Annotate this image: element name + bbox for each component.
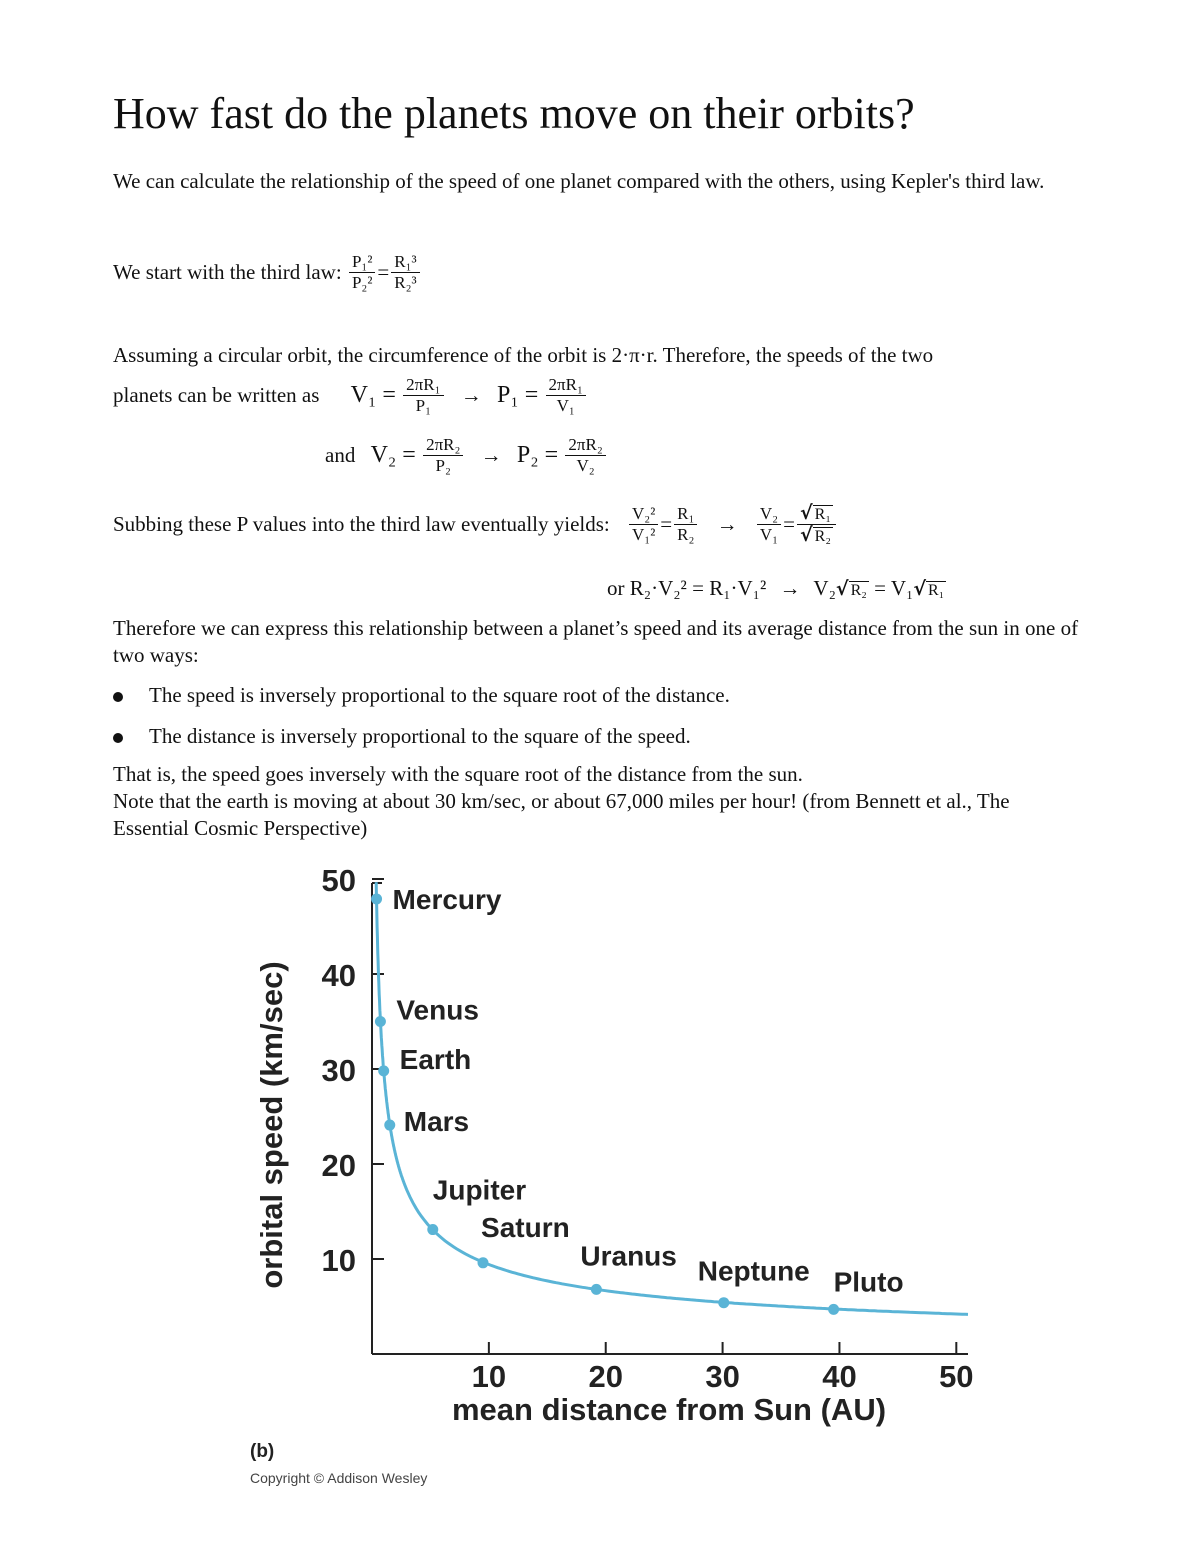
orbital-speed-chart — [240, 855, 980, 1495]
third-law-line — [113, 252, 422, 293]
p2-lhs: P₂ = — [516, 442, 559, 468]
sqrt-icon: √ — [799, 502, 813, 524]
fraction-numerator: 2πR₂ — [565, 435, 605, 456]
sqrt-denominator — [797, 525, 836, 546]
sqrt-radius-fraction — [797, 503, 836, 546]
y-axis-label: orbital speed (km/sec) — [254, 961, 289, 1289]
or-equation-line — [607, 576, 946, 601]
note-paragraph: Note that the earth is moving at about 30 km/sec, or about 67,000 miles per hour! (from Bennett et al., The Essential Cosmic Perspective) — [113, 789, 1010, 840]
or-equation-text: or R₂·V₂² = R₁·V₁² — [607, 576, 767, 600]
v2-equation-line — [325, 435, 608, 476]
fraction-denominator: V₁ — [556, 396, 575, 415]
radicand: R₁ — [814, 506, 831, 523]
radicand-r2: R₂ — [850, 582, 867, 599]
v1-lhs: V₁ = — [350, 382, 396, 408]
x-tick-label: 40 — [822, 1359, 857, 1394]
v2-symbol: V₂ — [813, 576, 836, 600]
planets-written-label: planets can be written as — [113, 383, 320, 407]
arrow-symbol: → — [779, 576, 801, 600]
fraction-numerator: 2πR₂ — [423, 435, 463, 456]
fraction-numerator: R₁³ — [391, 252, 419, 273]
planet-point-mercury — [371, 893, 382, 904]
v1-equation-line — [113, 375, 588, 416]
planet-label-jupiter: Jupiter — [432, 1174, 527, 1206]
and-label: and — [325, 443, 356, 467]
sqrt-icon: √ — [799, 524, 813, 546]
radicand: R₂ — [814, 528, 831, 545]
p1-lhs: P₁ = — [497, 382, 539, 408]
planet-point-pluto — [828, 1304, 839, 1315]
panel-label: (b) — [250, 1441, 275, 1462]
planet-label-mercury: Mercury — [392, 883, 502, 915]
third-law-label: We start with the third law: — [113, 260, 342, 284]
radicand-r1: R₁ — [928, 582, 945, 599]
arrow-symbol: → — [480, 443, 502, 467]
fraction-denominator: P₁ — [415, 396, 432, 415]
arrow-symbol: → — [716, 512, 738, 536]
planet-label-uranus: Uranus — [580, 1240, 677, 1272]
fraction-denominator: P₂ — [435, 456, 451, 475]
third-law-right-fraction — [391, 252, 419, 293]
v1-fraction — [403, 375, 443, 416]
bullet-icon — [113, 733, 123, 743]
planet-label-mars: Mars — [403, 1106, 470, 1138]
p2-fraction — [565, 435, 605, 476]
planet-label-pluto: Pluto — [833, 1266, 904, 1298]
fraction-denominator: V₂ — [576, 456, 595, 475]
chart-points — [371, 884, 904, 1315]
x-tick-label: 30 — [705, 1359, 740, 1394]
fraction-numerator: P₁² — [349, 252, 375, 273]
planet-label-saturn: Saturn — [481, 1211, 570, 1243]
fraction-numerator: V₂² — [629, 504, 658, 525]
x-axis-label: mean distance from Sun (AU) — [451, 1392, 887, 1427]
third-law-left-fraction — [349, 252, 375, 293]
bullet-icon — [113, 692, 123, 702]
fraction-numerator: 2πR₁ — [546, 375, 586, 396]
x-tick-label: 50 — [939, 1359, 974, 1394]
y-tick-label: 40 — [321, 958, 356, 993]
x-tick-label: 10 — [471, 1359, 507, 1394]
planet-label-earth: Earth — [399, 1043, 472, 1075]
y-tick-label: 20 — [321, 1148, 356, 1183]
arrow-symbol: → — [460, 383, 482, 407]
bullet-text: The speed is inversely proportional to the square root of the distance. — [149, 683, 730, 707]
planet-point-uranus — [591, 1284, 602, 1295]
bullet-text: The distance is inversely proportional to the square of the speed. — [149, 724, 691, 748]
x-tick-label: 20 — [588, 1359, 623, 1394]
v2-lhs: V₂ = — [370, 442, 416, 468]
y-tick-label: 50 — [321, 863, 356, 898]
planet-point-saturn — [478, 1257, 489, 1268]
v2-fraction — [423, 435, 463, 476]
fraction-denominator: P₂² — [351, 273, 373, 292]
fraction-numerator: 2πR₁ — [403, 375, 443, 396]
fraction-denominator: V₁² — [631, 525, 656, 544]
speed-squared-fraction — [629, 504, 658, 545]
subbing-line — [113, 503, 838, 546]
planet-label-venus: Venus — [396, 994, 479, 1026]
planet-point-mars — [384, 1120, 395, 1131]
equals-sign: = — [660, 512, 673, 536]
p1-fraction — [546, 375, 586, 416]
fraction-numerator: R₁ — [674, 504, 697, 525]
fraction-denominator: R₂³ — [394, 273, 417, 292]
sqrt-icon: √ — [835, 578, 849, 600]
equals-sign: = — [377, 260, 390, 284]
planet-point-jupiter — [427, 1224, 438, 1235]
fraction-numerator: V₂ — [757, 504, 781, 525]
therefore-paragraph: Therefore we can express this relationship between a planet’s speed and its average distance from the sun in one of two ways: — [113, 616, 1079, 667]
intro-paragraph: We can calculate the relationship of the speed of one planet compared with the others, using Kepler's third law. — [113, 169, 1045, 193]
fraction-denominator: R₂ — [677, 525, 695, 544]
page-title: How fast do the planets move on their orbits? — [113, 89, 915, 138]
fraction-denominator: V₁ — [759, 525, 779, 544]
y-tick-label: 30 — [321, 1053, 356, 1088]
equals-sign: = — [783, 512, 795, 536]
planet-point-earth — [378, 1065, 389, 1076]
circular-orbit-text: Assuming a circular orbit, the circumference of the orbit is 2·π·r. Therefore, the speeds of the two — [113, 343, 934, 367]
subbing-label: Subbing these P values into the third law eventually yields: — [113, 512, 610, 536]
copyright-text: Copyright © Addison Wesley — [250, 1470, 428, 1486]
planet-point-neptune — [718, 1297, 729, 1308]
y-tick-label: 10 — [321, 1243, 356, 1278]
speed-ratio-fraction — [757, 504, 781, 545]
planet-point-venus — [375, 1016, 386, 1027]
sqrt-icon: √ — [913, 578, 926, 600]
radius-fraction — [674, 504, 697, 545]
that-is-line: That is, the speed goes inversely with the square root of the distance from the sun. — [113, 762, 803, 786]
planet-label-neptune: Neptune — [697, 1255, 810, 1287]
equals-v1: = V₁ — [874, 576, 914, 600]
sqrt-numerator — [797, 503, 836, 525]
